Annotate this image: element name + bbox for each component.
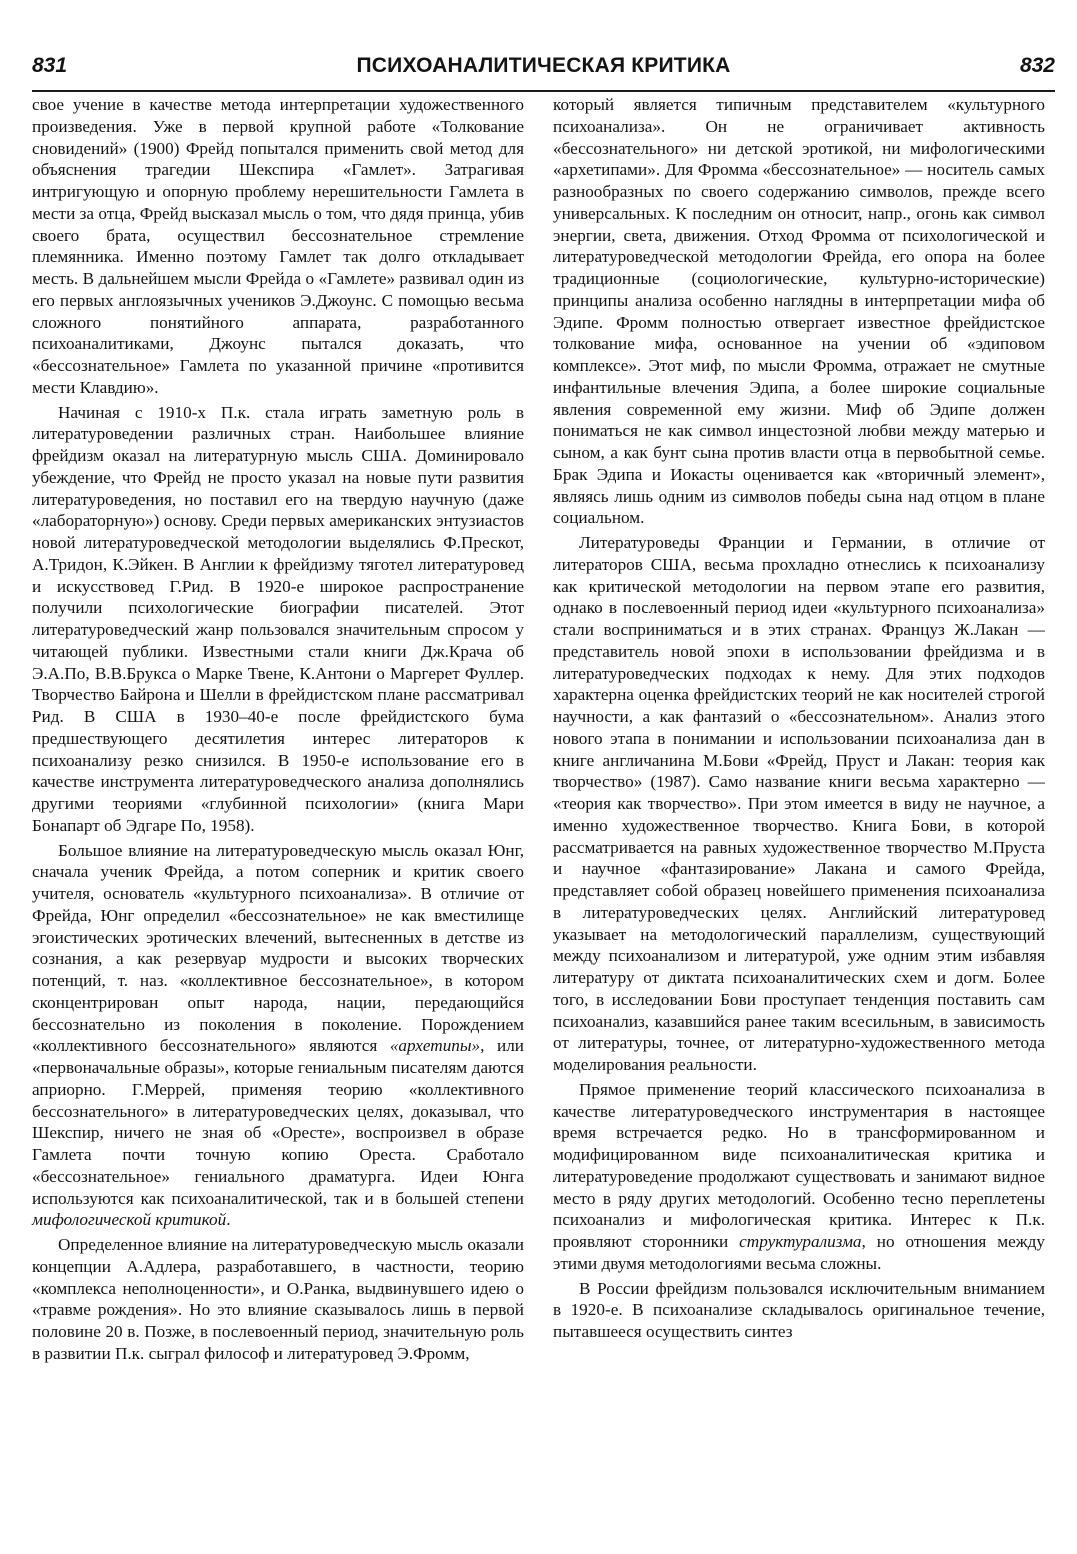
text-run: . <box>226 1210 231 1230</box>
text-run: Прямое применение теорий классического психоанализа в качестве литературоведческого инструментария в настоящее время встречается редко. Но в трансформированном и модифицированном виде психоаналитическая критика и литературоведение продолжают существовать и занимают видное место в ряду других методологий. Особенно тесно переплетены психоанализ и мифологическая критика. Интерес к П.к. проявляют сторонники <box>553 1079 1045 1251</box>
running-header <box>32 50 1055 92</box>
running-title: ПСИХОАНАЛИТИЧЕСКАЯ КРИТИКА <box>356 54 731 77</box>
italic-term: структурализма <box>739 1232 862 1251</box>
page-number-right: 832 <box>1019 54 1055 77</box>
text-run: , но отношения между этими двумя методологиями весьма сложны. <box>553 1232 1045 1273</box>
paragraph: Определенное влияние на литературоведческую мысль оказали концепции А.Адлера, разработавшего, в частности, теорию «комплекса неполноценности», и О.Ранка, выдвинувшего идею о «травме рождения». Но это влияние сказывалось лишь в первой половине 20 в. Позже, в послевоенный период, значительную роль в развитии П.к. сыграл философ и литературовед Э.Фромм, <box>32 1235 524 1363</box>
paragraph <box>32 840 524 1232</box>
paragraph: Литературоведы Франции и Германии, в отличие от литераторов США, весьма прохладно отнеслись к психоанализу как критической методологии на первом этапе его развития, однако в послевоенный период идеи «культурного психоанализа» стали восприниматься и в этих странах. Француз Ж.Лакан — представитель новой эпохи в использовании фрейдизма и в литературоведческих подходах к нему. Для этих подходов характерна оценка фрейдистских теорий не как носителей строгой научности, а как фантазий о «бессознательном». Анализ этого нового этапа в понимании и использовании психоанализа дан в книге англичанина М.Бови «Фрейд, Пруст и Лакан: теория как творчество» (1987). Само название книги весьма характерно — «теория как творчество». При этом имеется в виду не научное, а именно художественное творчество. Книга Бови, в которой рассматривается на равных художественное творчество М.Пруста и научное «фантазирование» Лакана и самого Фрейда, представляет собой образец новейшего применения психоанализа в литературоведческих целях. Английский литературовед указывает на методологический параллелизм, существующий между психоанализом и литературой, уже одним этим избавляя литературу от диктата психоаналитических схем и догм. Более того, в исследовании Бови проступает тенденция поставить сам психоанализ, казавшийся ранее таким всесильным, в зависимость от литературы, точнее, от литературно-художественного метода моделирования реальности. <box>553 533 1045 1074</box>
italic-term: мифологической критикой <box>32 1210 227 1230</box>
right-column <box>553 94 1045 1343</box>
paragraph: который является типичным представителем «культурного психоанализа». Он не ограничивает активность «бессознательного» ни детской эротикой, ни мифологическими «архетипами». Для Фромма «бессознательное» — носитель самых разнообразных по своего содержанию символов, прежде всего универсальных. К последним он относит, напр., огонь как символ энергии, света, движения. Отход Фромма от психологической и литературоведческой методологии Фрейда, его опора на более традиционные (социологические, культурно-исторические) принципы анализа особенно наглядны в интерпретации мифа об Эдипе. Фромм полностью отвергает известное фрейдистское толкование мифа, основанное на учении об «эдиповом комплексе». Этот миф, по мысли Фромма, отражает не смутные инфантильные влечения Эдипа, а более широкие социальные явления современной ему жизни. Миф об Эдипе должен пониматься не как символ инцестозной любви между матерью и сыном, а как бунт сына против власти отца в первобытной семье. Брак Эдипа и Иокасты оценивается как «вторичный элемент», являясь лишь одним из символов победы сына над отцом в плане социальном. <box>553 95 1045 528</box>
left-column <box>32 94 524 1365</box>
text-run: , или «первоначальные образы», которые гениальным писателям даются априорно. Г.Меррей, применяя теорию «коллективного бессознательного» в литературоведческих целях, доказывал, что Шекспир, ничего не зная об «Оресте», воспроизвел в образе Гамлета почти точную копию Ореста. Сработало «бессознательное» гениального драматурга. Идеи Юнга используются как психоаналитической, так и в большей степени <box>32 1036 524 1208</box>
page-number-left: 831 <box>32 54 68 77</box>
paragraph: В России фрейдизм пользовался исключительным вниманием в 1920-е. В психоанализе складывалось оригинальное течение, пытавшееся осуществить синтез <box>553 1278 1045 1341</box>
paragraph: свое учение в качестве метода интерпретации художественного произведения. Уже в первой крупной работе «Толкование сновидений» (1900) Фрейд попытался применить свой метод для объяснения трагедии Шекспира «Гамлет». Затрагивая интригующую и опорную проблему нерешительности Гамлета в мести за отца, Фрейд высказал мысль о том, что дядя принца, убив своего брата, осуществил бессознательное стремление племянника. Именно поэтому Гамлет так долго откладывает месть. В дальнейшем мысли Фрейда о «Гамлете» развивал один из его первых англоязычных учеников Э.Джоунс. С помощью весьма сложного понятийного аппарата, разработанного психоаналитиками, Джоунс пытался доказать, что «бессознательное» Гамлета по указанной причине «противится мести Клавдию». <box>32 95 524 397</box>
italic-term: «архетипы» <box>389 1036 481 1056</box>
paragraph: Начиная с 1910-х П.к. стала играть заметную роль в литературоведении различных стран. Наибольшее влияние фрейдизм оказал на литературную мысль США. Доминировало убеждение, что Фрейд не просто указал на новые пути развития литературоведения, но поставил его на твердую научную (даже «лабораторную») основу. Среди первых американских энтузиастов новой литературоведческой методологии выделялись Ф.Прескот, А.Тридон, К.Эйкен. В Англии к фрейдизму тяготел литературовед и искусствовед Г.Рид. В 1920-е широкое распространение получили психологические биографии писателей. Этот литературоведческий жанр пользовался значительным спросом у читающей публики. Известными стали книги Дж.Крача об Э.А.По, В.В.Брукса о Марке Твене, К.Антони о Маргерет Фуллер. Творчество Байрона и Шелли в фрейдистском плане рассматривал Рид. В США в 1930–40-е после фрейдистского бума предшествующего десятилетия интерес литераторов к психоанализу резко снизился. В 1950-е использование его в качестве инструмента литературоведческого анализа дополнялись другими теориями «глубинной психологии» (книга Мари Бонапарт об Эдгаре По, 1958). <box>32 402 524 835</box>
text-run: Большое влияние на литературоведческую мысль оказал Юнг, сначала ученик Фрейда, а потом соперник и критик своего учителя, основатель «культурного психоанализа». В отличие от Фрейда, Юнг определил «бессознательное» не как вместилище эгоистических эротических влечений, вытесненных в детстве из сознания, а как резервуар мудрости и высоких творческих потенций, т. наз. «коллективное бессознательное», в котором сконцентрирован опыт народа, нации, передающийся бессознательно из поколения в поколение. Порождением «коллективного бессознательного» являются <box>32 840 524 1056</box>
paragraph <box>553 1079 1045 1275</box>
